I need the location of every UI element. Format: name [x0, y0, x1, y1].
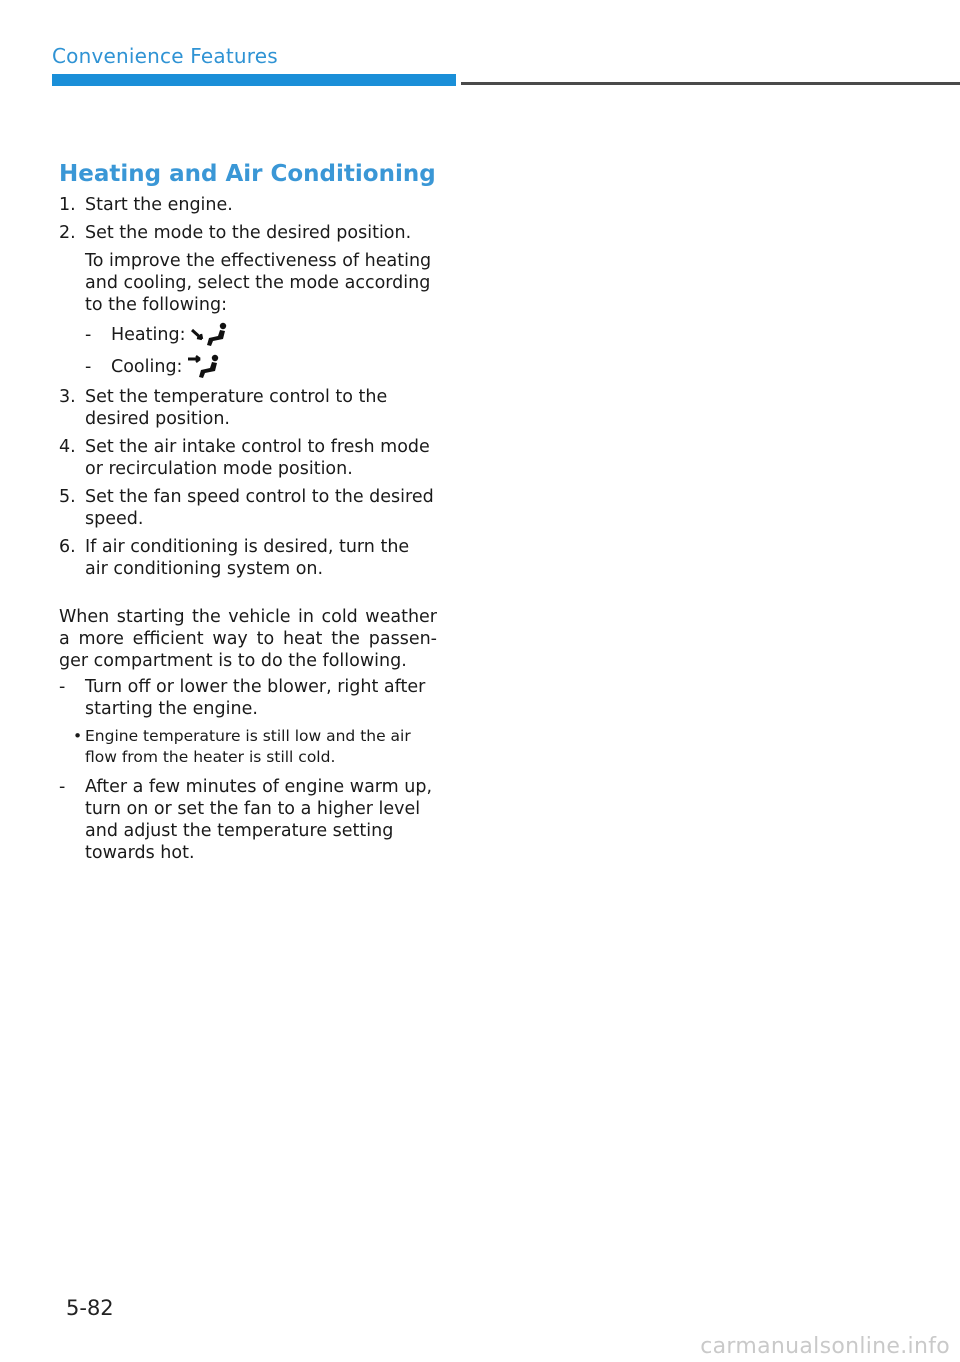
- dash-marker: -: [59, 677, 66, 697]
- step-number: 3.: [59, 387, 76, 407]
- step-item: [59, 222, 437, 244]
- step-item: [59, 386, 437, 430]
- watermark: carmanualsonline.info: [700, 1334, 950, 1359]
- mode-label: Heating:: [111, 325, 186, 345]
- step-number: 1.: [59, 195, 76, 215]
- mode-label: Cooling:: [111, 357, 183, 377]
- bullet-marker: •: [73, 727, 83, 745]
- dash-marker: -: [85, 325, 92, 345]
- section-header-title: Convenience Features: [52, 44, 278, 68]
- cold-weather-item: [59, 776, 437, 864]
- face-mode-icon: [186, 354, 222, 380]
- dash-marker: -: [59, 777, 66, 797]
- cold-weather-item-text: Turn off or lower the blower, right after starting the engine.: [85, 677, 426, 719]
- dash-marker: -: [85, 357, 92, 377]
- step-text: If air conditioning is desired, turn the air conditioning system on.: [85, 537, 410, 579]
- step-text: Set the temperature control to the desired position.: [85, 387, 388, 429]
- mode-item-heating: [85, 322, 437, 348]
- cold-weather-item: [59, 676, 437, 720]
- step-number: 2.: [59, 223, 76, 243]
- header-divider-line: [461, 82, 960, 85]
- cold-weather-intro: When starting the vehicle in cold weather a more efficient way to heat the passen-ger compartment is to do the following.: [59, 607, 437, 671]
- step-item: [59, 436, 437, 480]
- bullet-text: Engine temperature is still low and the air flow from the heater is still cold.: [85, 727, 411, 766]
- cold-weather-bullet: [73, 726, 437, 768]
- step-number: 5.: [59, 487, 76, 507]
- floor-mode-icon: [189, 322, 229, 348]
- header-accent-bar: [52, 74, 456, 86]
- section-heading: Heating and Air Conditioning: [59, 161, 436, 187]
- step-text: Set the mode to the desired position.: [85, 223, 412, 243]
- step-item: [59, 536, 437, 580]
- step-number: 6.: [59, 537, 76, 557]
- cold-weather-item-text: After a few minutes of engine warm up, turn on or set the fan to a higher level and adjust the temperature setting towards hot.: [85, 777, 433, 863]
- main-content: [59, 158, 437, 870]
- step-text: Set the fan speed control to the desired speed.: [85, 487, 434, 529]
- step-number: 4.: [59, 437, 76, 457]
- step-note: To improve the effectiveness of heating and cooling, select the mode according to the following:: [85, 251, 432, 315]
- step-item: [59, 194, 437, 216]
- page-number: 5-82: [66, 1296, 114, 1320]
- mode-item-cooling: [85, 354, 437, 380]
- step-text: Set the air intake control to fresh mode or recirculation mode position.: [85, 437, 430, 479]
- step-item: [59, 486, 437, 530]
- step-text: Start the engine.: [85, 195, 233, 215]
